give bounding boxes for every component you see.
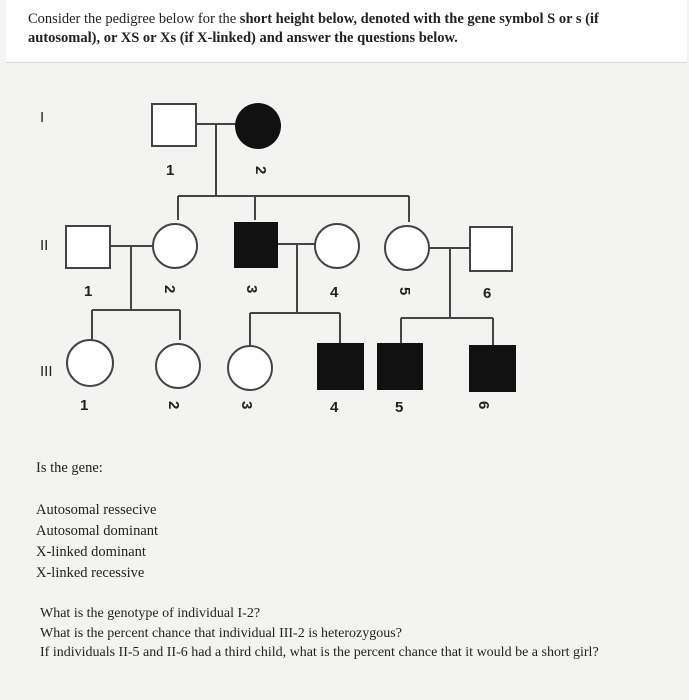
label-III-2: 2 xyxy=(165,401,182,410)
question-genotype-I-2: What is the genotype of individual I-2? xyxy=(40,606,261,621)
instructions-part1: Consider the pedigree below for the xyxy=(28,11,240,27)
option-autosomal-dominant[interactable]: Autosomal dominant xyxy=(36,523,159,539)
instructions-part2: short height below, denoted with the gene symbol S or s (if xyxy=(239,11,599,27)
individual-II-1-male xyxy=(66,226,110,268)
individual-I-2-female-affected xyxy=(235,103,281,149)
option-x-linked-recessive[interactable]: X-linked recessive xyxy=(36,565,145,581)
label-II-3: 3 xyxy=(243,285,260,294)
follow-up-questions xyxy=(40,604,599,663)
individual-II-2-female xyxy=(153,224,197,268)
label-III-6: 6 xyxy=(475,401,492,410)
label-I-2: 2 xyxy=(252,166,269,175)
question-short-girl-chance: If individuals II-5 and II-6 had a third child, what is the percent chance that it would be a short girl? xyxy=(40,645,599,660)
label-II-6: 6 xyxy=(483,285,492,302)
label-III-4: 4 xyxy=(330,399,339,416)
individual-III-4-male-affected xyxy=(317,343,364,390)
option-autosomal-recessive[interactable]: Autosomal ressecive xyxy=(36,502,157,518)
option-x-linked-dominant[interactable]: X-linked dominant xyxy=(36,544,146,560)
individual-III-1-female xyxy=(67,340,113,386)
label-III-3: 3 xyxy=(238,401,255,410)
label-I-1: 1 xyxy=(166,162,175,179)
label-II-5: 5 xyxy=(396,287,413,296)
individual-III-2-female xyxy=(156,344,200,388)
label-III-1: 1 xyxy=(80,397,89,414)
individual-I-1-male xyxy=(152,104,196,146)
instructions-line2: autosomal), or XS or Xs (if X-linked) and answer the questions below. xyxy=(28,30,458,46)
individual-III-3-female xyxy=(228,346,272,390)
gen-label-III: III xyxy=(40,363,53,380)
gen-label-II: II xyxy=(40,237,49,254)
pedigree-lines xyxy=(92,124,493,345)
label-II-1: 1 xyxy=(84,283,93,300)
question-heterozygous-III-2: What is the percent chance that individual III-2 is heterozygous? xyxy=(40,625,402,641)
individual-III-5-male-affected xyxy=(377,343,423,390)
gen-label-I: I xyxy=(40,109,45,126)
label-II-4: 4 xyxy=(330,284,339,301)
answer-options xyxy=(36,500,158,584)
label-II-2: 2 xyxy=(161,285,178,294)
individual-II-5-female xyxy=(385,226,429,270)
individual-II-4-female xyxy=(315,224,359,268)
individual-III-6-male-affected xyxy=(469,345,516,392)
individual-II-3-male-affected xyxy=(234,222,278,268)
label-III-5: 5 xyxy=(395,399,404,416)
question-prompt: Is the gene: xyxy=(36,460,103,476)
individual-II-6-male xyxy=(470,227,512,271)
